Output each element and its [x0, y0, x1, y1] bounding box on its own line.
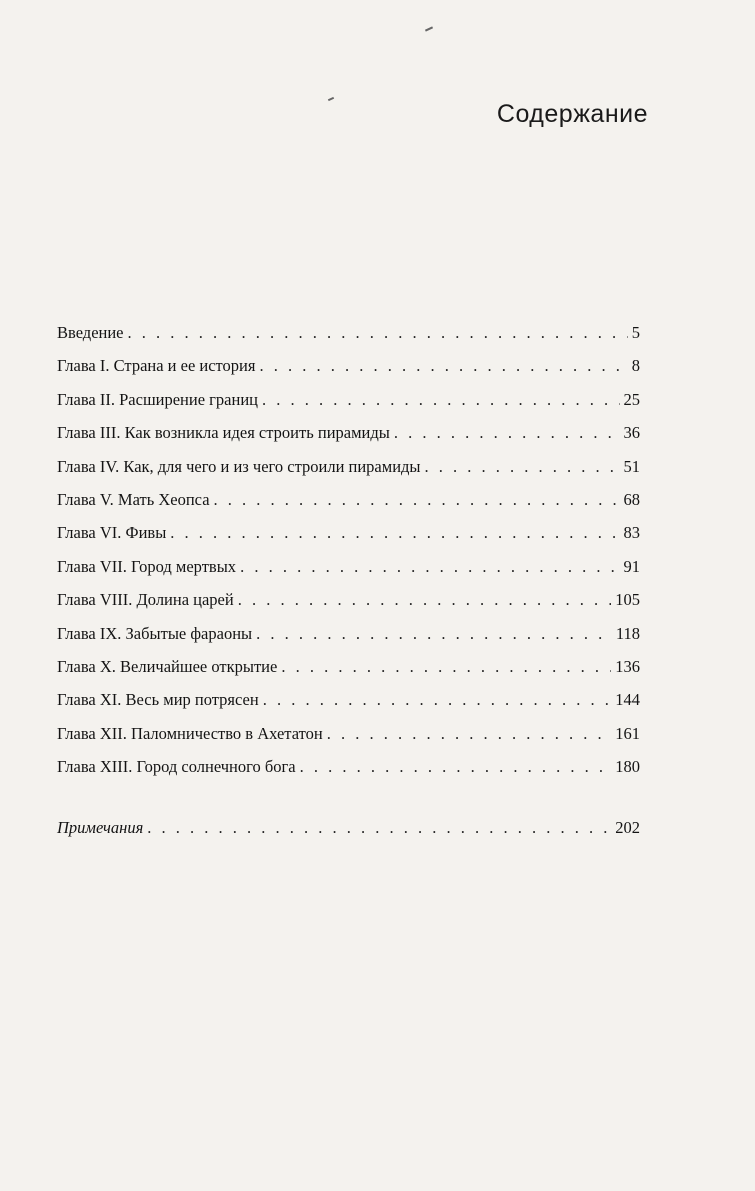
toc-entry-title: Глава I. Страна и ее история — [57, 356, 256, 376]
toc-entry-title: Глава V. Мать Хеопса — [57, 489, 210, 509]
toc-entry-title: Глава VII. Город мертвых — [57, 556, 237, 576]
toc-entry-page-number: 83 — [623, 523, 640, 543]
toc-entry-page-number: 36 — [623, 423, 640, 443]
toc-entry — [57, 390, 640, 423]
toc-entry — [57, 490, 640, 523]
toc-entry-page-number: 180 — [615, 757, 640, 777]
toc-entry-title: Введение — [57, 323, 124, 342]
dot-leader — [256, 624, 612, 644]
print-speck — [425, 26, 433, 31]
toc-entry — [57, 523, 640, 556]
toc-entry-title: Глава II. Расширение границ — [57, 389, 258, 409]
dot-leader — [300, 757, 612, 777]
toc-entry-notes — [57, 818, 640, 851]
toc-entry — [57, 557, 640, 590]
table-of-contents — [57, 323, 640, 852]
toc-entry-page-number: 25 — [623, 389, 640, 409]
dot-leader — [170, 523, 619, 543]
toc-entry-page-number: 51 — [623, 456, 640, 476]
toc-entry-page-number: 5 — [631, 323, 640, 342]
dot-leader — [128, 323, 628, 343]
dot-leader — [259, 356, 627, 376]
toc-entry-page-number: 161 — [615, 723, 640, 743]
toc-entry-page-number: 68 — [623, 489, 640, 509]
toc-entry — [57, 624, 640, 657]
page-title: Содержание — [496, 100, 648, 128]
toc-entry — [57, 356, 640, 389]
toc-entry-title: Примечания — [57, 818, 144, 838]
toc-entry-page-number: 105 — [615, 590, 640, 610]
toc-entry-title: Глава XI. Весь мир потрясен — [57, 690, 259, 710]
toc-entry — [57, 457, 640, 490]
toc-entry — [57, 690, 640, 723]
dot-leader — [281, 657, 611, 677]
dot-leader — [327, 724, 612, 744]
dot-leader — [263, 690, 612, 710]
toc-entry — [57, 657, 640, 690]
toc-entry — [57, 323, 640, 356]
toc-entry-title: Глава VI. Фивы — [57, 523, 167, 543]
toc-entry-page-number: 8 — [631, 356, 640, 376]
dot-leader — [240, 557, 619, 577]
toc-entry-page-number: 144 — [615, 690, 640, 710]
dot-leader — [394, 423, 620, 443]
toc-entry — [57, 757, 640, 790]
toc-entry-title: Глава VIII. Долина царей — [57, 590, 234, 610]
toc-entry-title: Глава IX. Забытые фараоны — [57, 623, 253, 643]
toc-entry-title: Глава III. Как возникла идея строить пирамиды — [57, 423, 390, 443]
toc-entry-page-number: 118 — [615, 623, 640, 643]
dot-leader — [262, 390, 620, 410]
toc-entry-title: Глава XIII. Город солнечного бога — [57, 757, 296, 777]
toc-entry-title: Глава X. Величайшее открытие — [57, 656, 278, 676]
dot-leader — [425, 457, 620, 477]
toc-entry-page-number: 136 — [615, 656, 640, 676]
toc-entry-title: Глава IV. Как, для чего и из чего строили пирамиды — [57, 456, 421, 476]
toc-entry-title: Глава XII. Паломничество в Ахетатон — [57, 723, 323, 743]
toc-entry-page-number: 91 — [623, 556, 640, 576]
toc-entry — [57, 590, 640, 623]
toc-entry — [57, 423, 640, 456]
toc-entry — [57, 724, 640, 757]
print-speck — [328, 97, 334, 101]
dot-leader — [147, 818, 611, 838]
dot-leader — [238, 590, 612, 610]
dot-leader — [214, 490, 620, 510]
toc-entry-page-number: 202 — [615, 818, 640, 838]
